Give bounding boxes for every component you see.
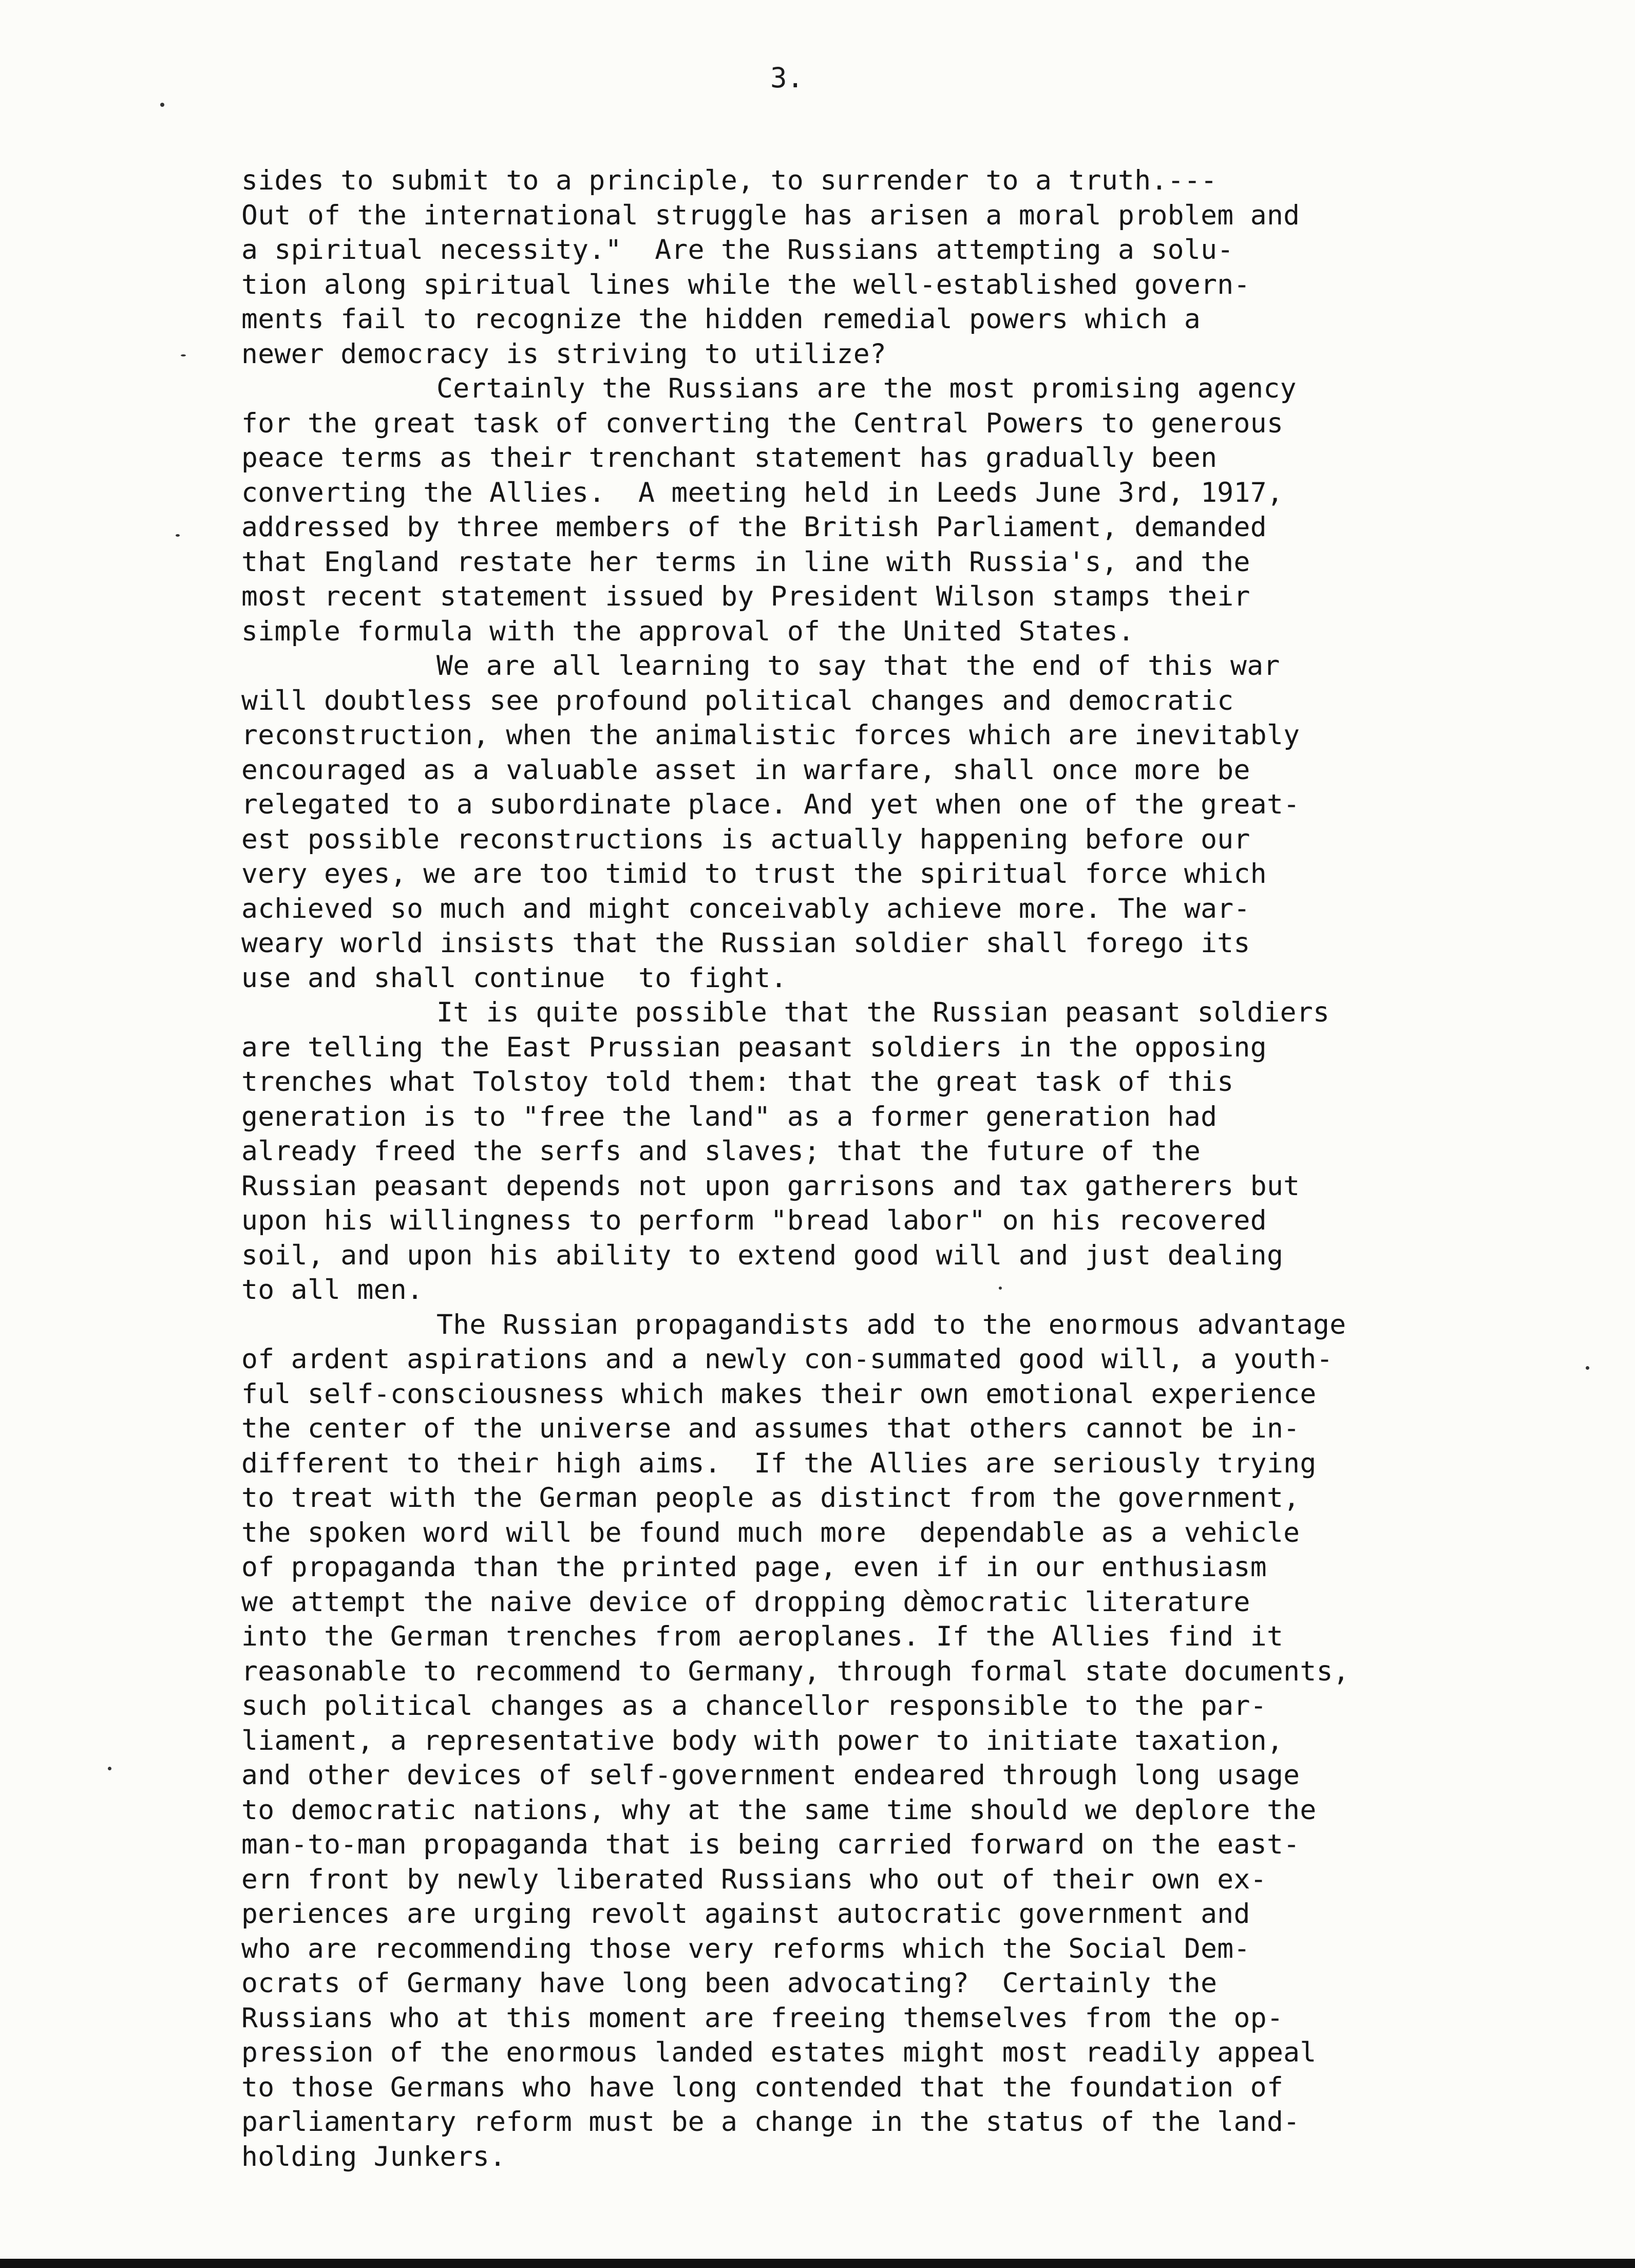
text-line: Certainly the Russians are the most promising agency [436, 373, 1297, 404]
text-line: est possible reconstructions is actually happening before our [241, 823, 1250, 855]
text-line: The Russian propagandists add to the enormous advantage [436, 1309, 1346, 1340]
text-line: to those Germans who have long contended that the foundation of [241, 2071, 1284, 2103]
text-line: upon his willingness to perform "bread labor" on his recovered [241, 1205, 1267, 1236]
text-line: sides to submit to a principle, to surrender to a truth.--- [241, 165, 1218, 196]
text-line: and other devices of self-government endeared through long usage [241, 1760, 1300, 1791]
text-line: generation is to "free the land" as a former generation had [241, 1101, 1218, 1132]
text-line: Russian peasant depends not upon garrisons and tax gatherers but [241, 1170, 1300, 1202]
text-line: to all men. [241, 1274, 424, 1306]
text-line: liament, a representative body with power to initiate taxation, [241, 1725, 1284, 1756]
text-line: already freed the serfs and slaves; that the future of the [241, 1136, 1201, 1167]
text-line: a spiritual necessity." Are the Russians attempting a solu- [241, 234, 1234, 266]
text-line: ments fail to recognize the hidden remedial powers which a [241, 304, 1201, 335]
text-line: peace terms as their trenchant statement has gradually been [241, 442, 1218, 474]
text-line: tion along spiritual lines while the well-established govern- [241, 269, 1250, 300]
scan-bottom-edge [0, 2259, 1635, 2268]
text-line: parliamentary reform must be a change in the status of the land- [241, 2106, 1300, 2138]
text-line: ful self-consciousness which makes their own emotional experience [241, 1378, 1317, 1410]
page-number: 3. [770, 62, 804, 94]
text-line: the spoken word will be found much more dependable as a vehicle [241, 1517, 1300, 1548]
margin-speck [1586, 1366, 1589, 1370]
text-line: most recent statement issued by President Wilson stamps their [241, 581, 1250, 612]
text-line: holding Junkers. [241, 2141, 506, 2172]
text-line: Russians who at this moment are freeing themselves from the op- [241, 2002, 1284, 2034]
text-line: reconstruction, when the animalistic forces which are inevitably [241, 720, 1300, 751]
text-line: into the German trenches from aeroplanes. If the Allies find it [241, 1621, 1284, 1652]
text-line: reasonable to recommend to Germany, through formal state documents, [241, 1655, 1349, 1687]
margin-speck [181, 354, 186, 356]
text-line: of propaganda than the printed page, even if in our enthusiasm [241, 1552, 1267, 1583]
text-line: pression of the enormous landed estates might most readily appeal [241, 2037, 1317, 2068]
text-line: man-to-man propaganda that is being carried forward on the east- [241, 1829, 1300, 1860]
text-line: We are all learning to say that the end of this war [436, 650, 1280, 682]
text-line: relegated to a subordinate place. And yet when one of the great- [241, 789, 1300, 820]
text-line: of ardent aspirations and a newly con-summated good will, a youth- [241, 1344, 1333, 1375]
text-line: encouraged as a valuable asset in warfare, shall once more be [241, 754, 1250, 786]
text-line: we attempt the naive device of dropping dèmocratic literature [241, 1586, 1250, 1618]
text-line: will doubtless see profound political changes and democratic [241, 685, 1234, 716]
text-line: converting the Allies. A meeting held in Leeds June 3rd, 1917, [241, 477, 1284, 508]
text-line: to democratic nations, why at the same time should we deplore the [241, 1794, 1317, 1826]
text-line: who are recommending those very reforms which the Social Dem- [241, 1933, 1250, 1964]
text-line: such political changes as a chancellor responsible to the par- [241, 1690, 1267, 1722]
text-line: simple formula with the approval of the United States. [241, 615, 1135, 647]
text-line: the center of the universe and assumes that others cannot be in- [241, 1413, 1300, 1444]
text-line: to treat with the German people as distinct from the government, [241, 1482, 1300, 1514]
text-line: very eyes, we are too timid to trust the spiritual force which [241, 858, 1267, 890]
margin-speck [108, 1767, 111, 1770]
text-line: achieved so much and might conceivably achieve more. The war- [241, 893, 1250, 924]
text-line: periences are urging revolt against autocratic government and [241, 1898, 1250, 1930]
text-line: Out of the international struggle has arisen a moral problem and [241, 199, 1300, 231]
text-line: ern front by newly liberated Russians who out of their own ex- [241, 1863, 1267, 1895]
text-line: trenches what Tolstoy told them: that the great task of this [241, 1066, 1234, 1098]
text-line: addressed by three members of the British Parliament, demanded [241, 512, 1267, 543]
margin-speck [160, 103, 164, 107]
text-line: that England restate her terms in line with Russia's, and the [241, 546, 1250, 578]
text-line: It is quite possible that the Russian peasant soldiers [436, 997, 1330, 1028]
text-line: soil, and upon his ability to extend good will and just dealing [241, 1239, 1284, 1271]
margin-speck [176, 534, 180, 537]
text-line: weary world insists that the Russian soldier shall forego its [241, 928, 1250, 959]
typed-text-body [241, 163, 1535, 2174]
margin-speck [999, 1287, 1002, 1290]
text-line: newer democracy is striving to utilize? [241, 338, 887, 370]
text-line: different to their high aims. If the Allies are seriously trying [241, 1447, 1317, 1479]
text-line: ocrats of Germany have long been advocating? Certainly the [241, 1968, 1218, 1999]
text-line: for the great task of converting the Central Powers to generous [241, 407, 1284, 439]
text-line: use and shall continue to fight. [241, 962, 787, 994]
text-line: are telling the East Prussian peasant soldiers in the opposing [241, 1031, 1267, 1063]
